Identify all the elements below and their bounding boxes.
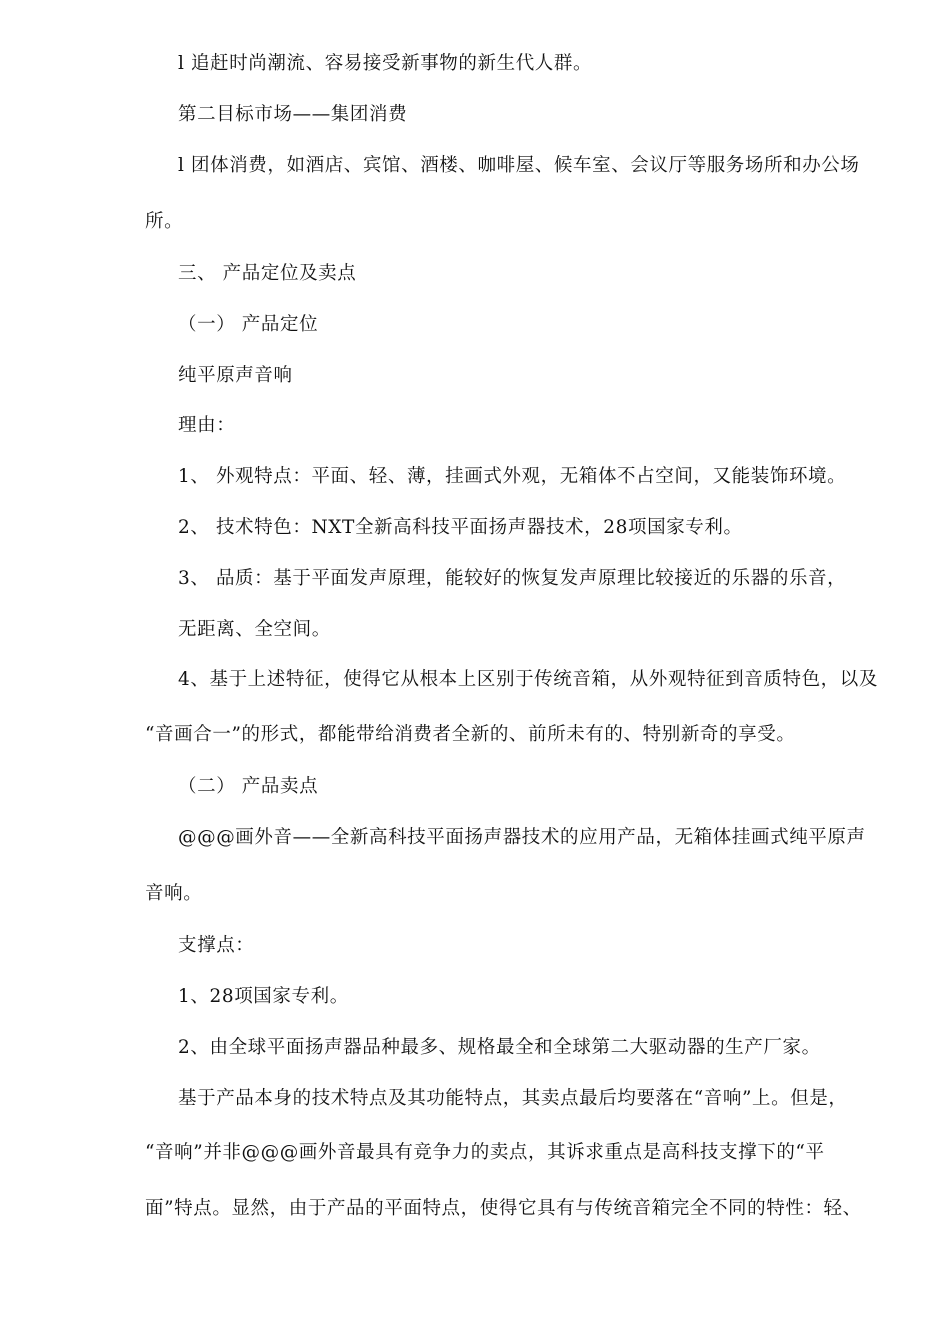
- reason-label: 理由：: [178, 415, 236, 436]
- reason-item-4: 4、基于上述特征，使得它从根本上区别于传统音箱，从外观特征到音质特色，以及: [178, 669, 878, 690]
- section-heading-3: 三、 产品定位及卖点: [178, 263, 357, 284]
- support-item-2: 2、由全球平面扬声器品种最多、规格最全和全球第二大驱动器的生产厂家。: [178, 1037, 821, 1058]
- second-target-market-heading: 第二目标市场——集团消费: [178, 104, 408, 125]
- support-label: 支撑点：: [178, 935, 255, 956]
- subsection-heading-1: （一） 产品定位: [178, 314, 319, 335]
- selling-point: @@@画外音——全新高科技平面扬声器技术的应用产品，无箱体挂画式纯平原声: [178, 827, 866, 848]
- reason-item-4-continuation: “音画合一”的形式，都能带给消费者全新的、前所未有的、特别新奇的享受。: [145, 724, 796, 745]
- analysis-paragraph-line-2: “音响”并非@@@画外音最具有竞争力的卖点，其诉求重点是高科技支撑下的“平: [145, 1142, 825, 1163]
- reason-item-3-continuation: 无距离、全空间。: [178, 619, 331, 640]
- paragraph-continuation: 所。: [145, 211, 184, 232]
- analysis-paragraph-line-3: 面”特点。显然，由于产品的平面特点，使得它具有与传统音箱完全不同的特性：轻、: [145, 1198, 862, 1219]
- product-positioning: 纯平原声音响: [178, 365, 293, 386]
- reason-item-1: 1、 外观特点：平面、轻、薄，挂画式外观，无箱体不占空间，又能装饰环境。: [178, 466, 847, 487]
- reason-item-2: 2、 技术特色：NXT全新高科技平面扬声器技术，28项国家专利。: [178, 517, 743, 538]
- selling-point-continuation: 音响。: [145, 883, 203, 904]
- bullet-new-generation: l 追赶时尚潮流、容易接受新事物的新生代人群。: [178, 53, 593, 74]
- subsection-heading-2: （二） 产品卖点: [178, 776, 319, 797]
- analysis-paragraph-line-1: 基于产品本身的技术特点及其功能特点，其卖点最后均要落在“音响”上。但是，: [178, 1088, 848, 1109]
- reason-item-3: 3、 品质：基于平面发声原理，能较好的恢复发声原理比较接近的乐器的乐音，: [178, 568, 847, 589]
- support-item-1: 1、28项国家专利。: [178, 986, 349, 1007]
- bullet-group-consumption: l 团体消费，如酒店、宾馆、酒楼、咖啡屋、候车室、会议厅等服务场所和办公场: [178, 155, 860, 176]
